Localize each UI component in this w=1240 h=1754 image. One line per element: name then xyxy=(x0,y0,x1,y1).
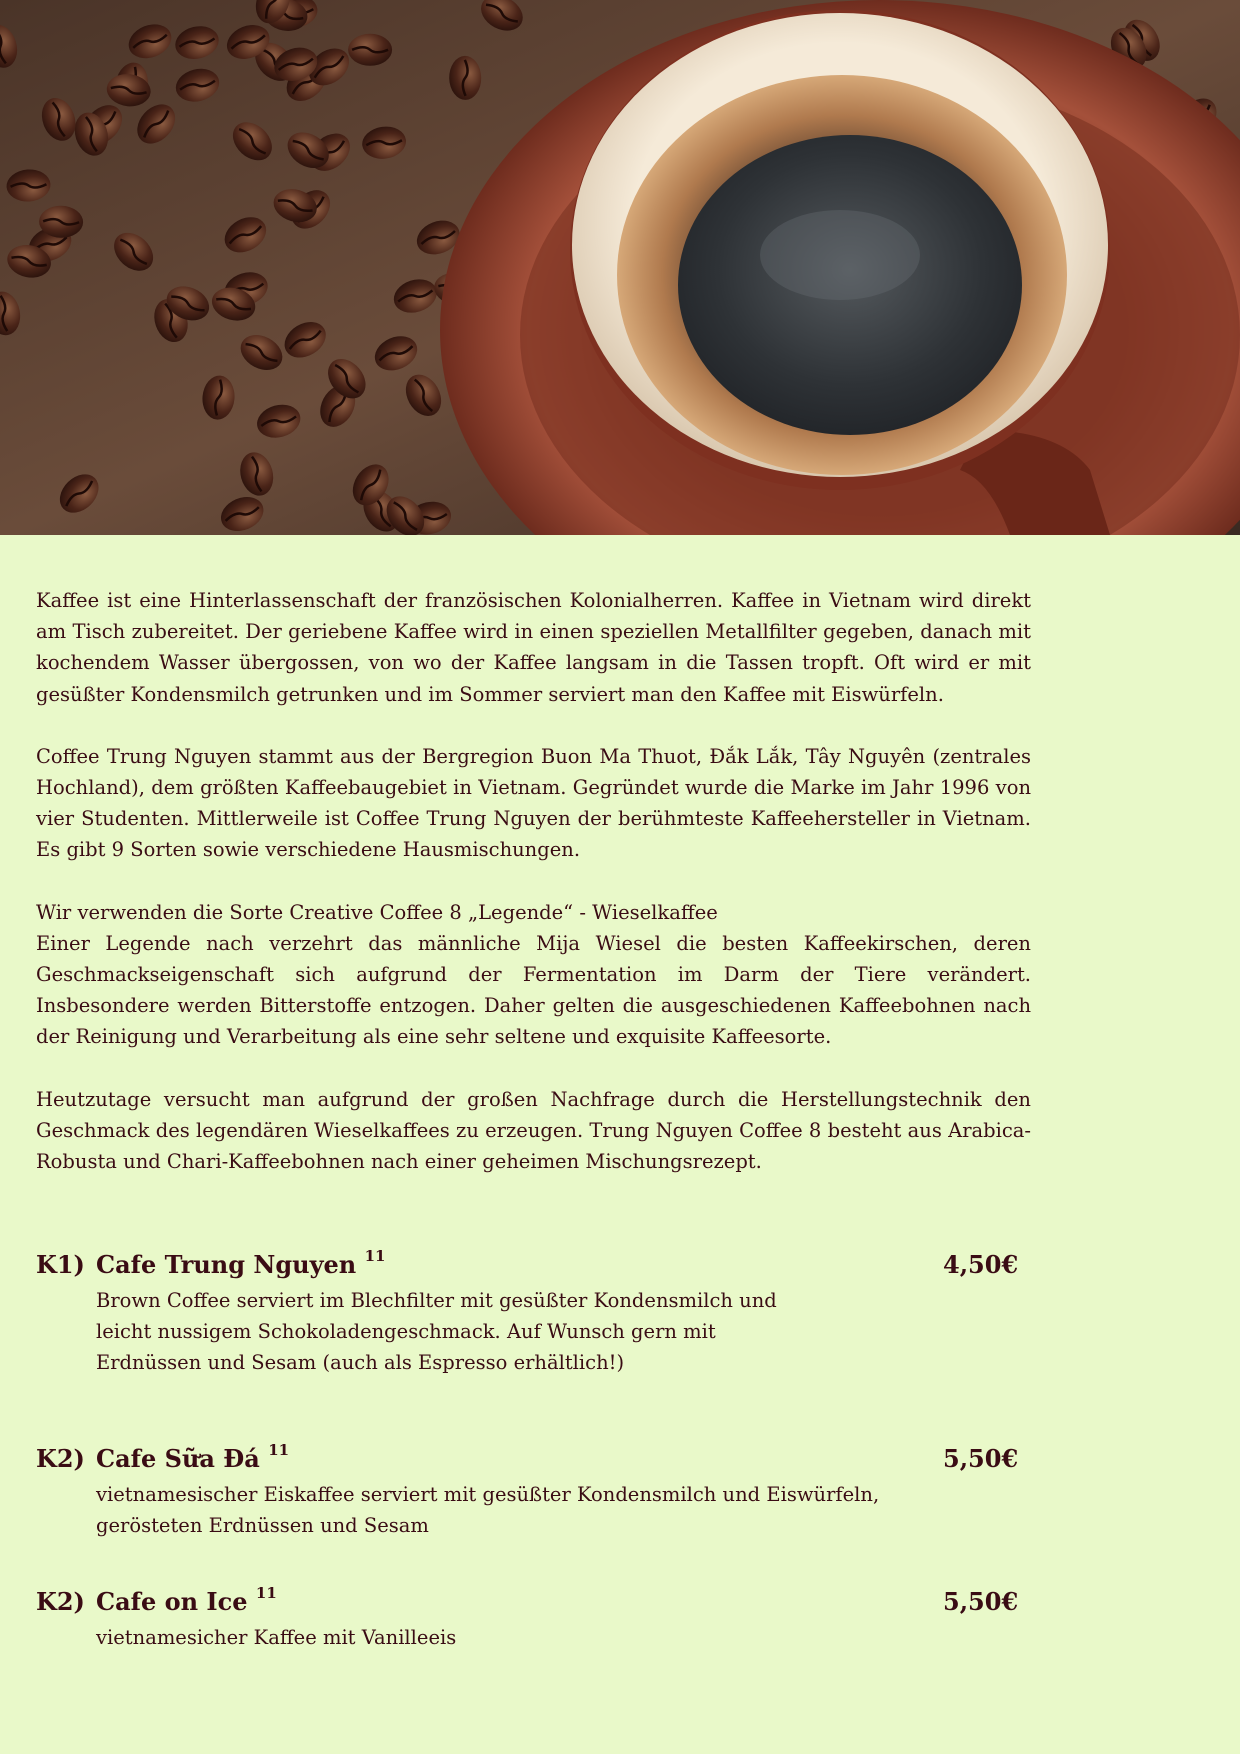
item-name-text: Cafe on Ice xyxy=(96,1587,248,1616)
hero-coffee-photo xyxy=(0,0,1240,535)
item-price: 4,50€ xyxy=(943,1250,1019,1279)
allergen-mark: 11 xyxy=(268,1441,290,1459)
legend-heading: Wir verwenden die Sorte Creative Coffee 8 „Legende“ - Wieselkaffee xyxy=(36,900,718,924)
item-name xyxy=(96,1441,290,1473)
description-line: gerösteten Erdnüssen und Sesam xyxy=(96,1514,429,1538)
intro-paragraph-2: Coffee Trung Nguyen stammt aus der Bergregion Buon Ma Thuot, Đắk Lắk, Tây Nguyên (zentrales Hochland), dem größten Kaffeebaugebiet in Vietnam. Gegründet wurde die Marke im Jahr 1996 von vier Studenten. Mittlerweile ist Coffee Trung Nguyen der berühmteste Kaffeehersteller in Vietnam. Es gibt 9 Sorten sowie verschiedene Hausmischungen. xyxy=(36,744,1031,862)
item-name-text: Cafe Sữa Đá xyxy=(96,1444,260,1473)
coffee-cup-illustration xyxy=(0,0,1240,535)
item-name xyxy=(96,1247,386,1279)
allergen-mark: 11 xyxy=(364,1247,386,1265)
item-description xyxy=(96,1285,896,1379)
item-code: K1) xyxy=(36,1250,85,1279)
intro-paragraph-1: Kaffee ist eine Hinterlassenschaft der französischen Kolonialherren. Kaffee in Vietnam wird direkt am Tisch zubereitet. Der geriebene Kaffee wird in einen speziellen Metallfilter gegeben, danach mit kochendem Wasser übergossen, von wo der Kaffee langsam in die Tassen tropft. Oft wird er mit gesüßter Kondensmilch getrunken und im Sommer serviert man den Kaffee mit Eiswürfeln. xyxy=(36,589,1031,706)
item-price: 5,50€ xyxy=(943,1444,1019,1473)
item-description xyxy=(96,1479,896,1541)
intro-text xyxy=(36,585,1031,1208)
allergen-mark: 11 xyxy=(255,1584,277,1602)
intro-paragraph-3: Heutzutage versucht man aufgrund der großen Nachfrage durch die Herstellungstechnik den Geschmack des legendären Wieselkaffees zu erzeugen. Trung Nguyen Coffee 8 besteht aus Arabica-Robusta und Chari-Kaffeebohnen nach einer geheimen Mischungsrezept. xyxy=(36,1087,1031,1174)
legend-text: Einer Legende nach verzehrt das männliche Mija Wiesel die besten Kaffeekirschen, deren Geschmackseigenschaft sich aufgrund der Fermentation im Darm der Tiere verändert. Insbesondere werden Bitterstoffe entzogen. Daher gelten die ausgeschiedenen Kaffeebohnen nach der Reinigung und Verarbeitung als eine sehr seltene und exquisite Kaffeesorte. xyxy=(36,931,1031,1049)
description-line: Brown Coffee serviert im Blechfilter mit gesüßter Kondensmilch und xyxy=(96,1289,777,1312)
item-code: K2) xyxy=(36,1587,85,1616)
legend-paragraph xyxy=(36,897,1031,1053)
item-price: 5,50€ xyxy=(943,1587,1019,1616)
description-line: vietnamesicher Kaffee mit Vanilleeis xyxy=(96,1626,457,1649)
coffee-bean xyxy=(348,34,392,66)
description-line: Erdnüssen und Sesam (auch als Espresso erhältlich!) xyxy=(96,1351,625,1375)
description-line: leicht nussigem Schokoladengeschmack. Auf Wunsch gern mit xyxy=(96,1320,716,1344)
item-code: K2) xyxy=(36,1444,85,1473)
item-name-text: Cafe Trung Nguyen xyxy=(96,1250,357,1279)
item-description xyxy=(96,1622,896,1653)
description-line: vietnamesischer Eiskaffee serviert mit gesüßter Kondensmilch und Eiswürfeln, xyxy=(96,1483,880,1506)
item-name xyxy=(96,1584,277,1616)
